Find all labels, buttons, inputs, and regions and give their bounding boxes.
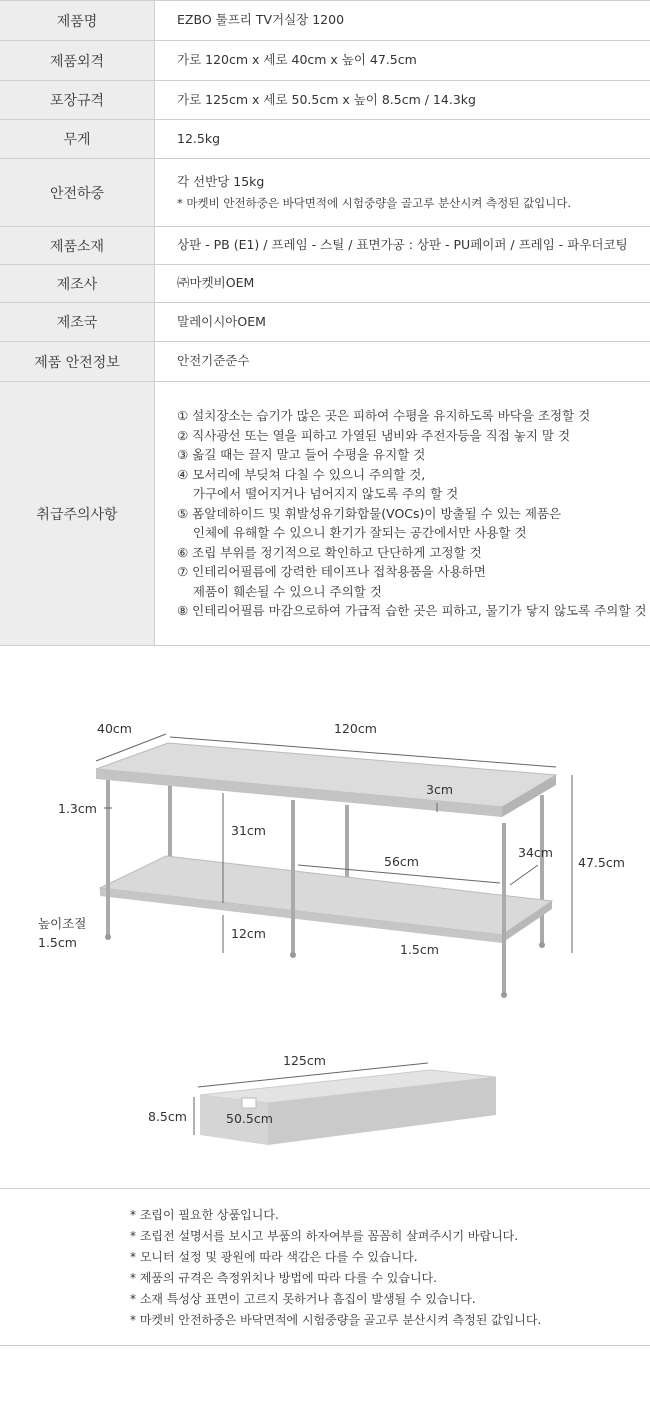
caution-list bbox=[177, 406, 650, 621]
box-height-label: 8.5cm bbox=[148, 1109, 187, 1124]
leveler-foot bbox=[290, 952, 296, 958]
frame-thickness-label: 3cm bbox=[426, 782, 454, 797]
spec-value: EZBO 툴프리 TV거실장 1200 bbox=[155, 1, 650, 41]
caution-item: 제품이 훼손될 수 있으니 주의할 것 bbox=[177, 583, 382, 599]
leg-height-label: 1.5cm bbox=[400, 942, 439, 957]
caution-item: ④ 모서리에 부딪쳐 다칠 수 있으니 주의할 것, bbox=[177, 466, 426, 482]
inner-width-label: 56cm bbox=[384, 854, 419, 869]
caution-item: ⑤ 폼알데하이드 및 휘발성유기화합물(VOCs)이 방출될 수 있는 제품은 bbox=[177, 505, 562, 521]
spec-value: 안전기준준수 bbox=[155, 342, 650, 382]
spec-row-material bbox=[0, 227, 650, 265]
spec-note: * 마켓비 안전하중은 바닥면적에 시험중량을 골고루 분산시켜 측정된 값입니다. bbox=[177, 196, 572, 211]
height-label: 47.5cm bbox=[578, 855, 625, 870]
footnote-list bbox=[0, 1189, 650, 1331]
dimension-drawing bbox=[0, 645, 650, 1188]
footnote-item: * 마켓비 안전하중은 바닥면적에 시험중량을 골고루 분산시켜 측정된 값입니다. bbox=[130, 1313, 542, 1327]
box-depth-label: 50.5cm bbox=[226, 1111, 273, 1126]
spec-label: 제조국 bbox=[0, 303, 155, 342]
spec-label: 포장규격 bbox=[0, 81, 155, 120]
caution-cell bbox=[155, 382, 650, 646]
spec-value: 가로 125cm x 세로 50.5cm x 높이 8.5cm / 14.3kg bbox=[155, 81, 650, 120]
spec-label: 제품소재 bbox=[0, 227, 155, 265]
leveler-value: 1.5cm bbox=[38, 935, 77, 950]
spec-label: 무게 bbox=[0, 120, 155, 159]
spec-label: 제품명 bbox=[0, 1, 155, 41]
caution-item: ② 직사광선 또는 열을 피하고 가열된 냄비와 주전자등을 직접 놓지 말 것 bbox=[177, 427, 571, 443]
spec-table bbox=[0, 0, 650, 646]
spec-label: 안전하중 bbox=[0, 159, 155, 227]
spec-label: 제조사 bbox=[0, 265, 155, 303]
leveler-label: 높이조절 bbox=[38, 916, 87, 931]
spec-row-load bbox=[0, 159, 650, 227]
caution-item: ⑦ 인테리어필름에 강력한 테이프나 접착용품을 사용하면 bbox=[177, 564, 486, 580]
caution-item: ① 설치장소는 습기가 많은 곳은 피하여 수평을 유지하도록 바닥을 조정할 것 bbox=[177, 408, 591, 424]
caution-item: ⑥ 조립 부위를 정기적으로 확인하고 단단하게 고정할 것 bbox=[177, 544, 482, 560]
dimension-diagram bbox=[0, 645, 650, 1189]
caution-item: 인체에 유해할 수 있으니 환기가 잘되는 공간에서만 사용할 것 bbox=[177, 525, 527, 541]
box-width-label: 125cm bbox=[283, 1053, 326, 1068]
leveler-foot bbox=[539, 942, 545, 948]
lower-gap-label: 12cm bbox=[231, 926, 266, 941]
spec-row-maker bbox=[0, 265, 650, 303]
depth-label: 40cm bbox=[97, 721, 132, 736]
spec-value-cell bbox=[155, 159, 650, 227]
footnote-section bbox=[0, 1189, 650, 1346]
spec-value: ㈜마켓비OEM bbox=[155, 265, 650, 303]
inner-depth-label: 34cm bbox=[518, 845, 553, 860]
spec-row-country bbox=[0, 303, 650, 342]
footnote-item: * 조립이 필요한 상품입니다. bbox=[130, 1208, 279, 1222]
caution-item: ③ 옮길 때는 끌지 말고 들어 수평을 유지할 것 bbox=[177, 447, 426, 463]
spec-label: 제품외격 bbox=[0, 41, 155, 81]
spec-label: 취급주의사항 bbox=[0, 382, 155, 646]
box-label bbox=[242, 1098, 256, 1108]
spec-value: 12.5kg bbox=[155, 120, 650, 159]
spec-row-dimensions bbox=[0, 41, 650, 81]
caution-item: ⑧ 인테리어필름 마감으로하여 가급적 습한 곳은 피하고, 물기가 닿지 않도록 주의할 것 bbox=[177, 603, 647, 619]
spec-row-weight bbox=[0, 120, 650, 159]
spec-value: 가로 120cm x 세로 40cm x 높이 47.5cm bbox=[155, 41, 650, 81]
spec-value: 각 선반당 15kg bbox=[177, 173, 265, 189]
spec-row-name bbox=[0, 1, 650, 41]
top-thickness-label: 1.3cm bbox=[58, 801, 97, 816]
footnote-item: * 소재 특성상 표면이 고르지 못하거나 흠집이 발생될 수 있습니다. bbox=[130, 1292, 476, 1306]
spec-row-package bbox=[0, 81, 650, 120]
upper-gap-label: 31cm bbox=[231, 823, 266, 838]
spec-value: 상판 - PB (E1) / 프레임 - 스틸 / 표면가공 : 상판 - PU페이퍼 / 프레임 - 파우더코팅 bbox=[155, 227, 650, 265]
spec-value: 말레이시아OEM bbox=[155, 303, 650, 342]
width-label: 120cm bbox=[334, 721, 377, 736]
spec-row-safety bbox=[0, 342, 650, 382]
spec-label: 제품 안전정보 bbox=[0, 342, 155, 382]
footnote-item: * 제품의 규격은 측정위치나 방법에 따라 다를 수 있습니다. bbox=[130, 1271, 437, 1285]
footnote-item: * 조립전 설명서를 보시고 부품의 하자여부를 꼼꼼히 살펴주시기 바랍니다. bbox=[130, 1229, 519, 1243]
leveler-foot bbox=[105, 934, 111, 940]
spec-row-caution bbox=[0, 382, 650, 646]
footnote-item: * 모니터 설정 및 광원에 따라 색감은 다를 수 있습니다. bbox=[130, 1250, 418, 1264]
leveler-foot bbox=[501, 992, 507, 998]
caution-item: 가구에서 떨어지거나 넘어지지 않도록 주의 할 것 bbox=[177, 486, 459, 502]
inner-depth-line bbox=[510, 865, 538, 885]
